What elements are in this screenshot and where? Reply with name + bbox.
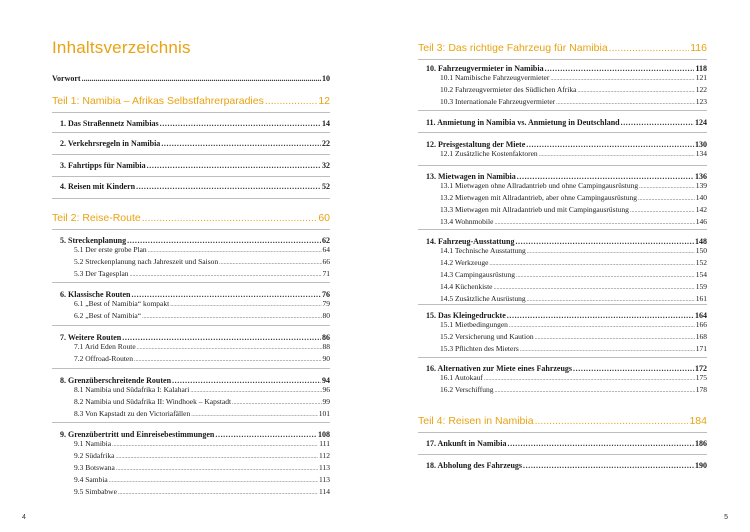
toc-subsection[interactable]: 8.2 Namibia und Südafrika II: Windhoek – Kapstadt ..... 99	[52, 397, 330, 409]
toc-subsection[interactable]: 5.2 Streckenplanung nach Jahreszeit und Saison ..... 66	[52, 257, 330, 269]
toc-subsection[interactable]: 16.2 Verschiffung ..... 178	[418, 385, 707, 397]
divider	[418, 432, 707, 433]
toc-subsection[interactable]: 9.3 Botswana ..... 113	[52, 463, 330, 475]
divider	[52, 198, 330, 199]
toc-subsection[interactable]: 14.2 Werkzeuge ..... 152	[418, 258, 707, 270]
toc-chapter[interactable]: 10. Fahrzeugvermieter in Namibia ..... 118	[418, 64, 707, 73]
toc-chapter[interactable]: 6. Klassische Routen ..... 76	[52, 290, 330, 299]
divider	[418, 110, 707, 111]
divider	[52, 229, 330, 230]
toc-chapter[interactable]: 3. Fahrtipps für Namibia ..... 32	[52, 161, 330, 170]
toc-subsection[interactable]: 14.3 Campingausrüstung ..... 154	[418, 270, 707, 282]
toc-subsection[interactable]: 16.1 Autokauf ..... 175	[418, 373, 707, 385]
divider	[52, 132, 330, 133]
toc-subsection[interactable]: 9.1 Namibia ..... 111	[52, 439, 330, 451]
toc-chapter[interactable]: 14. Fahrzeug-Ausstattung ..... 148	[418, 237, 707, 246]
toc-subsection[interactable]: 6.2 „Best of Namibia“ ..... 80	[52, 311, 330, 323]
toc-subsection[interactable]: 14.4 Küchenkiste ..... 159	[418, 282, 707, 294]
divider	[418, 304, 707, 305]
toc-subsection[interactable]: 13.4 Wohnmobile ..... 146	[418, 217, 707, 229]
toc-entry-vorwort[interactable]: Vorwort ..... 10	[52, 74, 330, 83]
toc-subsection[interactable]: 8.1 Namibia und Südafrika I: Kalahari ..... 96	[52, 385, 330, 397]
toc-subsection[interactable]: 13.2 Mietwagen mit Allradantrieb, aber ohne Campingausrüstung ..... 140	[418, 193, 707, 205]
toc-subsection[interactable]: 5.1 Der erste grobe Plan ..... 64	[52, 245, 330, 257]
toc-part-2[interactable]: Teil 2: Reise-Route ..... 60	[52, 212, 330, 224]
toc-subsection[interactable]: 12.1 Zusätzliche Kostenfaktoren ..... 134	[418, 149, 707, 161]
toc-subsection[interactable]: 9.2 Südafrika ..... 112	[52, 451, 330, 463]
toc-subsection[interactable]: 9.5 Simbabwe ..... 114	[52, 487, 330, 499]
toc-subsection[interactable]: 10.2 Fahrzeugvermieter des Südlichen Afrika ..... 122	[418, 85, 707, 97]
toc-part-4[interactable]: Teil 4: Reisen in Namibia ..... 184	[418, 415, 707, 427]
toc-chapter[interactable]: 1. Das Straßennetz Namibias ..... 14	[52, 119, 330, 128]
toc-subsection[interactable]: 8.3 Von Kapstadt zu den Victoriafällen ..... 101	[52, 409, 330, 421]
divider	[52, 325, 330, 326]
toc-subsection[interactable]: 6.1 „Best of Namibia“ kompakt ..... 79	[52, 299, 330, 311]
toc-chapter[interactable]: 4. Reisen mit Kindern ..... 52	[52, 182, 330, 191]
toc-chapter[interactable]: 16. Alternativen zur Miete eines Fahrzeugs ..... 172	[418, 364, 707, 373]
divider	[418, 165, 707, 166]
toc-chapter[interactable]: 13. Mietwagen in Namibia ..... 136	[418, 172, 707, 181]
toc-chapter[interactable]: 11. Anmietung in Namibia vs. Anmietung in Deutschland ..... 124	[418, 118, 707, 127]
toc-subsection[interactable]: 7.2 Offroad-Routen ..... 90	[52, 354, 330, 366]
divider	[418, 229, 707, 230]
divider	[52, 154, 330, 155]
toc-subsection[interactable]: 10.3 Internationale Fahrzeugvermieter ..... 123	[418, 97, 707, 109]
toc-chapter[interactable]: 5. Streckenplanung ..... 62	[52, 236, 330, 245]
toc-subsection[interactable]: 13.3 Mietwagen mit Allradantrieb und mit Campingausrüstung ..... 142	[418, 205, 707, 217]
page-number: 4	[22, 514, 26, 521]
toc-subsection[interactable]: 15.3 Pflichten des Mieters ..... 171	[418, 344, 707, 356]
divider	[52, 112, 330, 113]
toc-subsection[interactable]: 10.1 Namibische Fahrzeugvermieter ..... 121	[418, 73, 707, 85]
divider	[52, 176, 330, 177]
toc-part-1[interactable]: Teil 1: Namibia – Afrikas Selbstfahrerparadies ..... 12	[52, 95, 330, 107]
toc-chapter[interactable]: 12. Preisgestaltung der Miete ..... 130	[418, 140, 707, 149]
divider	[52, 282, 330, 283]
toc-subsection[interactable]: 15.1 Mietbedingungen ..... 166	[418, 320, 707, 332]
divider	[52, 422, 330, 423]
divider	[52, 368, 330, 369]
divider	[418, 357, 707, 358]
toc-subsection[interactable]: 15.2 Versicherung und Kaution ..... 168	[418, 332, 707, 344]
toc-chapter[interactable]: 18. Abholung des Fahrzeugs ..... 190	[418, 461, 707, 470]
toc-chapter[interactable]: 17. Ankunft in Namibia ..... 186	[418, 439, 707, 448]
toc-chapter[interactable]: 7. Weitere Routen ..... 86	[52, 333, 330, 342]
divider	[418, 454, 707, 455]
toc-chapter[interactable]: 15. Das Kleingedruckte ..... 164	[418, 311, 707, 320]
toc-subsection[interactable]: 14.1 Technische Ausstattung ..... 150	[418, 246, 707, 258]
toc-chapter[interactable]: 2. Verkehrsregeln in Namibia ..... 22	[52, 139, 330, 148]
toc-subsection[interactable]: 13.1 Mietwagen ohne Allradantrieb und ohne Campingausrüstung ..... 139	[418, 181, 707, 193]
toc-subsection[interactable]: 9.4 Sambia ..... 113	[52, 475, 330, 487]
toc-chapter[interactable]: 9. Grenzübertritt und Einreisebestimmungen ..... 108	[52, 430, 330, 439]
toc-subsection[interactable]: 7.1 Arid Eden Route ..... 88	[52, 342, 330, 354]
toc-title: Inhaltsverzeichnis	[52, 38, 191, 57]
right-page	[375, 0, 750, 532]
divider	[418, 132, 707, 133]
page-number: 5	[724, 514, 728, 521]
toc-chapter[interactable]: 8. Grenzüberschreitende Routen ..... 94	[52, 376, 330, 385]
toc-vorwort	[52, 74, 330, 83]
toc-subsection[interactable]: 5.3 Der Tagesplan ..... 71	[52, 269, 330, 281]
toc-part-3[interactable]: Teil 3: Das richtige Fahrzeug für Namibia ..... 116	[418, 42, 707, 54]
divider	[418, 59, 707, 60]
toc-subsection[interactable]: 14.5 Zusätzliche Ausrüstung ..... 161	[418, 294, 707, 306]
